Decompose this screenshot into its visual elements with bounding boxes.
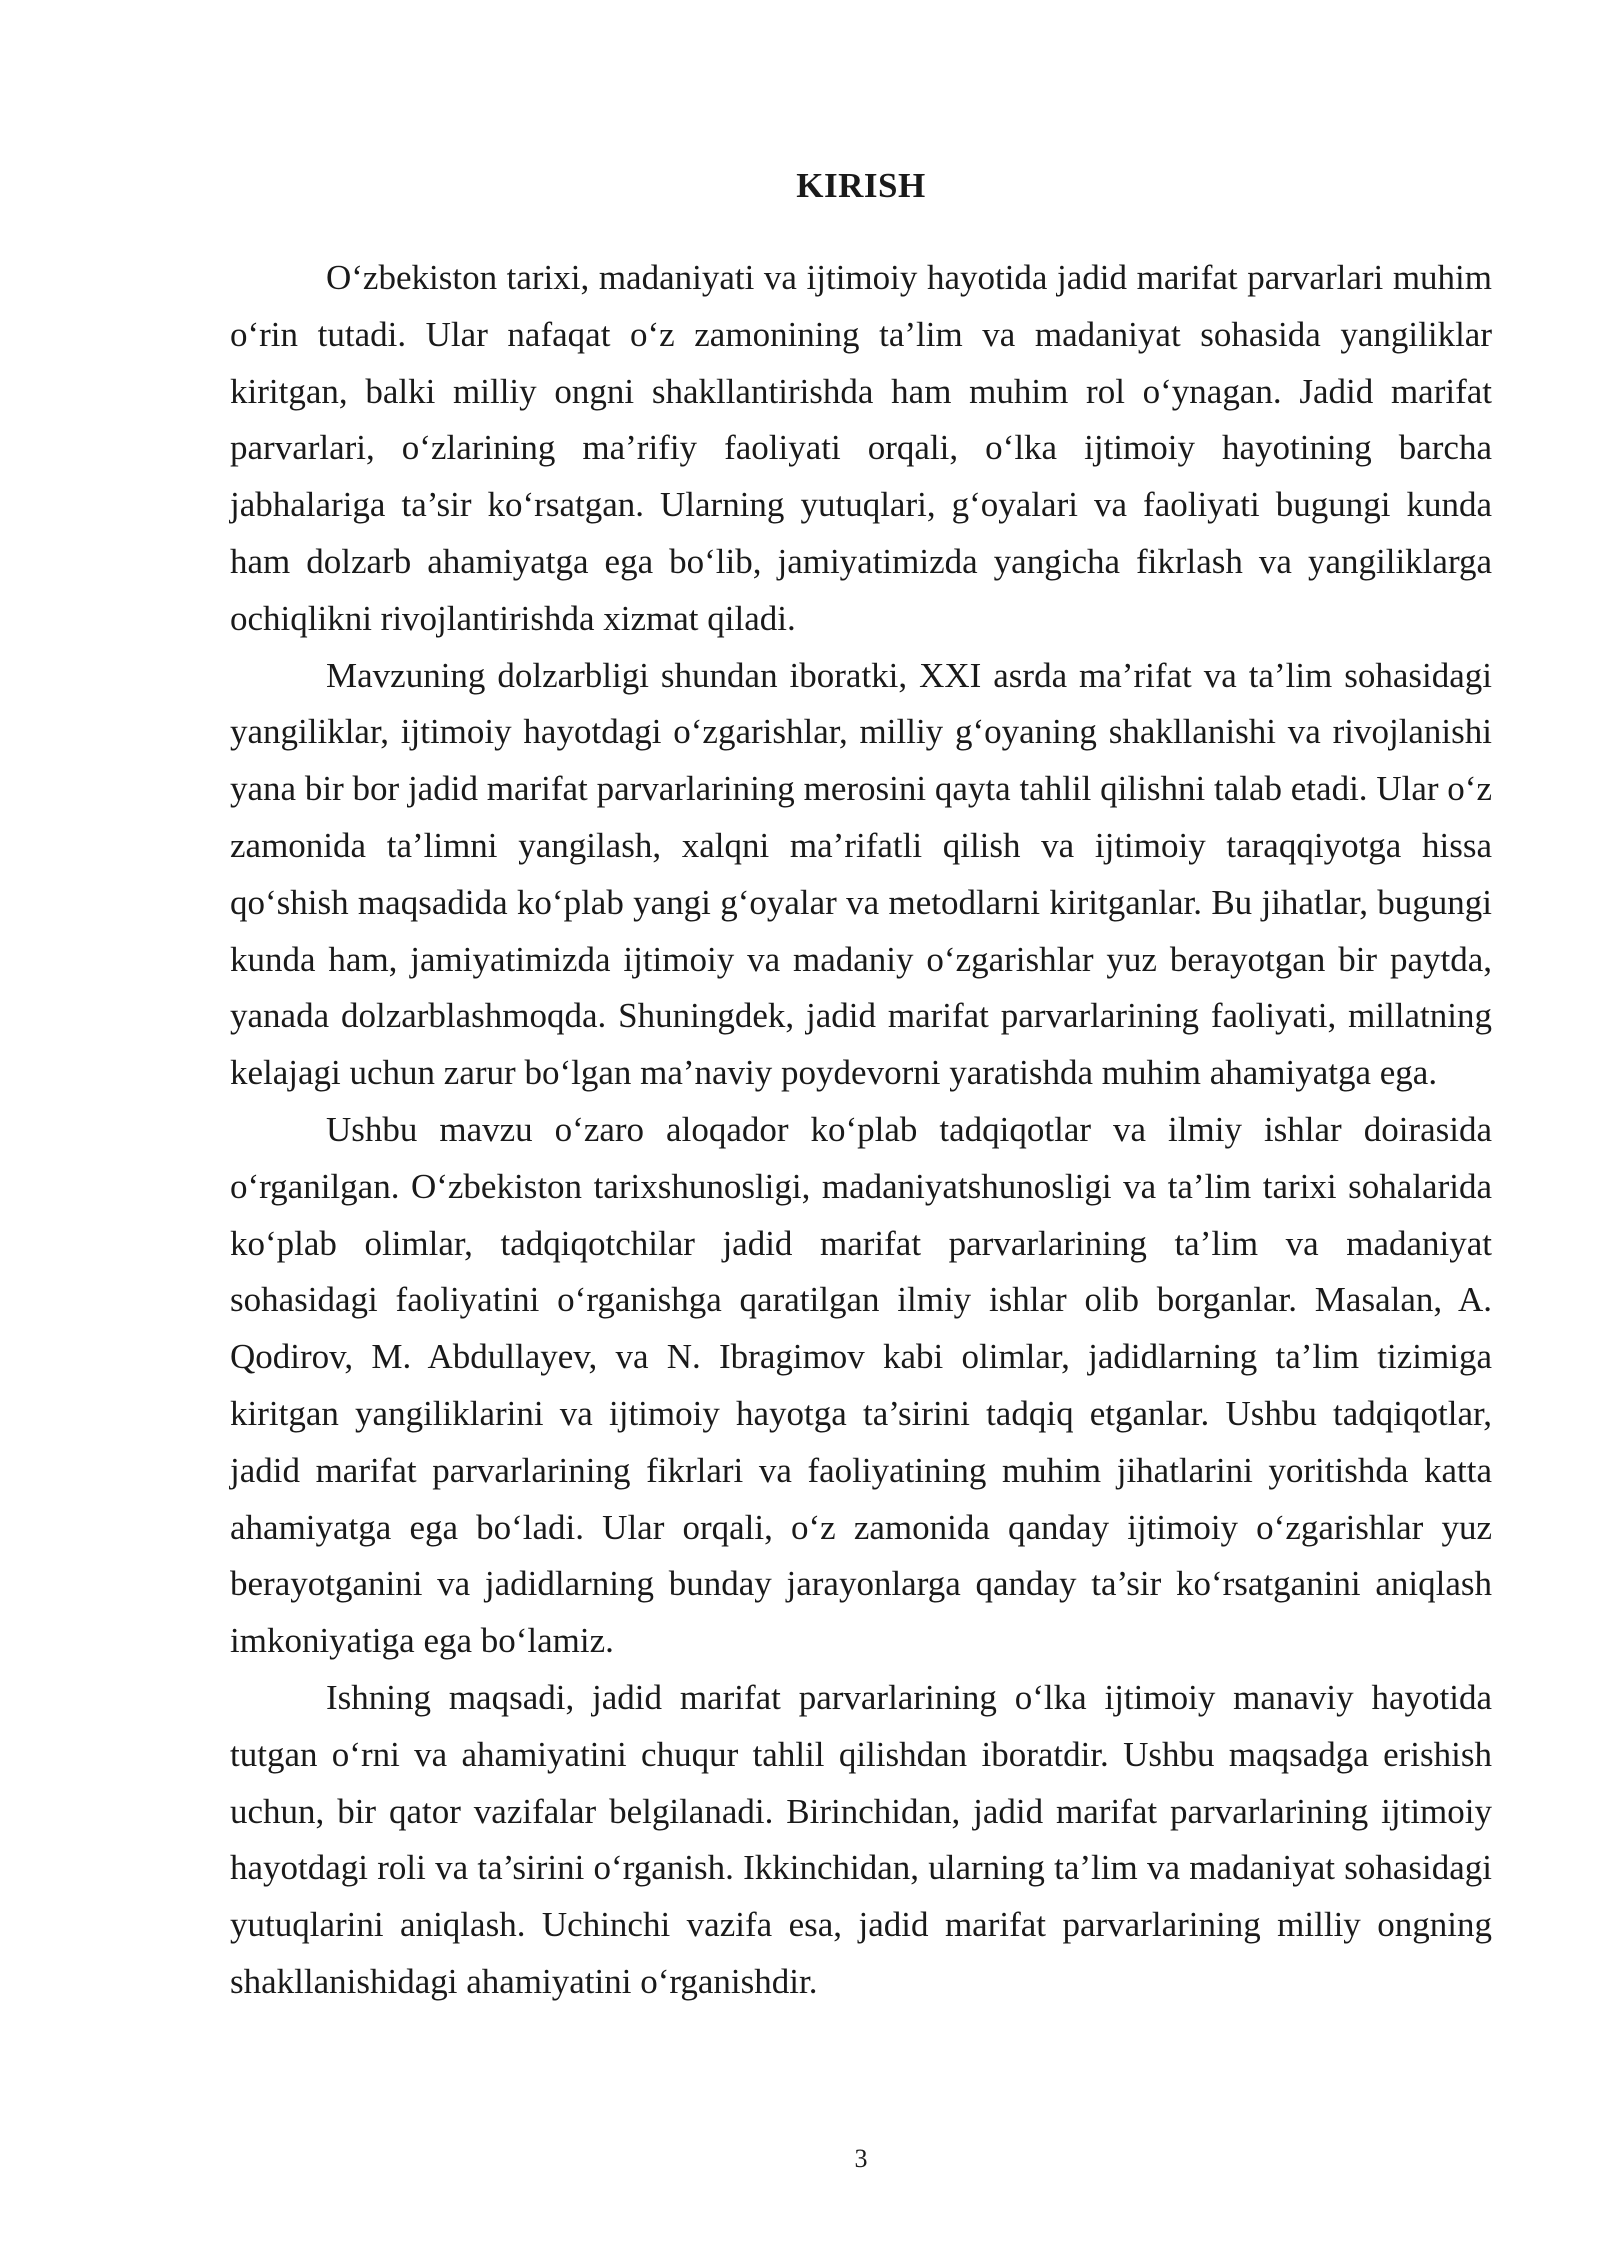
page-number: 3 [854, 2144, 868, 2173]
body-text [230, 250, 1492, 2011]
paragraph-3: Ushbu mavzu o‘zaro aloqador ko‘plab tadqiqotlar va ilmiy ishlar doirasida o‘rganilgan. O‘zbekiston tarixshunosligi, madaniyatshunosligi va ta’lim tarixi sohalarida ko‘plab olimlar, tadqiqotchilar jadid marifat parvarlarining ta’lim va madaniyat sohasidagi faoliyatini o‘rganishga qaratilgan ilmiy ishlar olib borganlar. Masalan, A. Qodirov, M. Abdullayev, va N. Ibragimov kabi olimlar, jadidlarning ta’lim tizimiga kiritgan yangiliklarini va ijtimoiy hayotga ta’sirini tadqiq etganlar. Ushbu tadqiqotlar, jadid marifat parvarlarining fikrlari va faoliyatining muhim jihatlarini yoritishda katta ahamiyatga ega bo‘ladi. Ular orqali, o‘z zamonida qanday ijtimoiy o‘zgarishlar yuz berayotganini va jadidlarning bunday jarayonlarga qanday ta’sir ko‘rsatganini aniqlash imkoniyatiga ega bo‘lamiz. [230, 1109, 1492, 1661]
paragraph-1: O‘zbekiston tarixi, madaniyati va ijtimoiy hayotida jadid marifat parvarlari muhim o‘rin tutadi. Ular nafaqat o‘z zamonining ta’lim va madaniyat sohasida yangiliklar kiritgan, balki milliy ongni shakllantirishda ham muhim rol o‘ynagan. Jadid marifat parvarlari, o‘zlarining ma’rifiy faoliyati orqali, o‘lka ijtimoiy hayotining barcha jabhalariga ta’sir ko‘rsatgan. Ularning yutuqlari, g‘oyalari va faoliyati bugungi kunda ham dolzarb ahamiyatga ega bo‘lib, jamiyatimizda yangicha fikrlash va yangiliklarga ochiqlikni rivojlantirishda xizmat qiladi. [230, 258, 1492, 638]
paragraph-2: Mavzuning dolzarbligi shundan iboratki, XXI asrda ma’rifat va ta’lim sohasidagi yangiliklar, ijtimoiy hayotdagi o‘zgarishlar, milliy g‘oyaning shakllanishi va rivojlanishi yana bir bor jadid marifat parvarlarining merosini qayta tahlil qilishni talab etadi. Ular o‘z zamonida ta’limni yangilash, xalqni ma’rifatli qilish va ijtimoiy taraqqiyotga hissa qo‘shish maqsadida ko‘plab yangi g‘oyalar va metodlarni kiritganlar. Bu jihatlar, bugungi kunda ham, jamiyatimizda ijtimoiy va madaniy o‘zgarishlar yuz berayotgan bir paytda, yanada dolzarblashmoqda. Shuningdek, jadid marifat parvarlarining faoliyati, millatning kelajagi uchun zarur bo‘lgan ma’naviy poydevorni yaratishda muhim ahamiyatga ega. [230, 655, 1492, 1093]
page-heading: KIRISH [796, 166, 926, 205]
paragraph-4: Ishning maqsadi, jadid marifat parvarlarining o‘lka ijtimoiy manaviy hayotida tutgan o‘rni va ahamiyatini chuqur tahlil qilishdan iboratdir. Ushbu maqsadga erishish uchun, bir qator vazifalar belgilanadi. Birinchidan, jadid marifat parvarlarining ijtimoiy hayotdagi roli va ta’sirini o‘rganish. Ikkinchidan, ularning ta’lim va madaniyat sohasidagi yutuqlarini aniqlash. Uchinchi vazifa esa, jadid marifat parvarlarining milliy ongning shakllanishidagi ahamiyatini o‘rganishdir. [230, 1677, 1492, 2001]
